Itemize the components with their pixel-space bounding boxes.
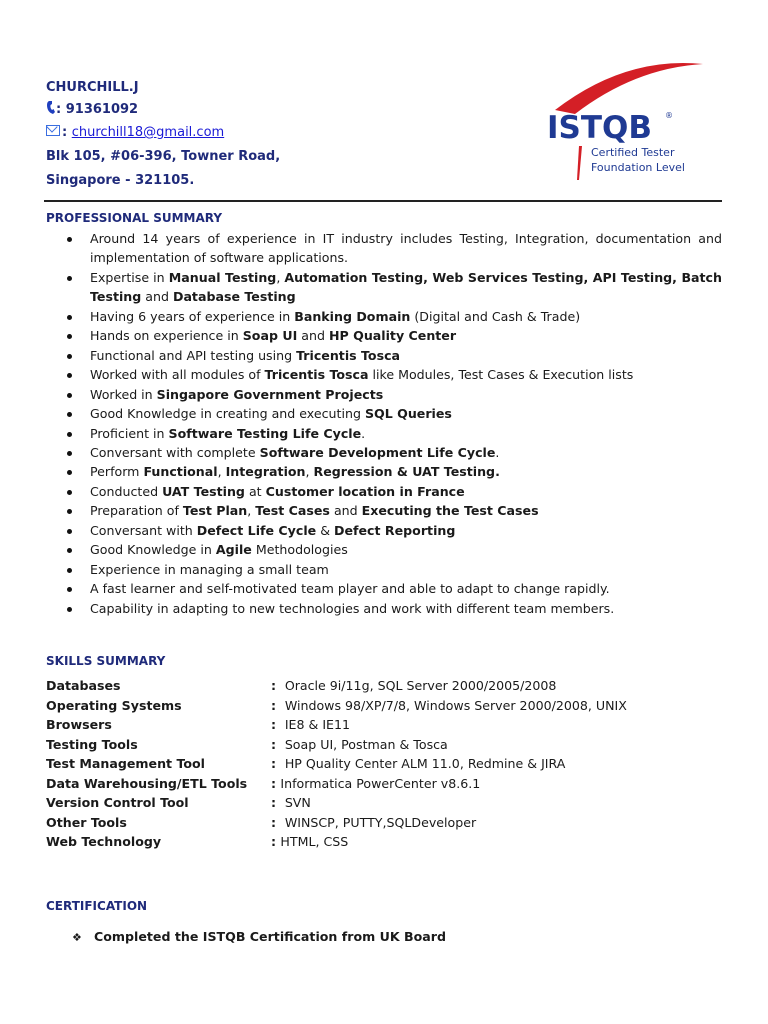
summary-item-text: and: [329, 503, 362, 519]
skills-table: [46, 678, 627, 854]
summary-item: [46, 579, 722, 598]
summary-item-bold-text: Automation Testing, Web Services Testing, API Testing, Batch Testing: [90, 269, 722, 305]
skills-row: [46, 717, 627, 737]
summary-item: [46, 599, 722, 618]
summary-item-text: Perform: [90, 464, 144, 480]
summary-item-text: Around 14 years of experience in IT industry includes Testing, Integration, documentation and implementation of software applications.: [90, 231, 722, 266]
summary-item-text: Preparation of: [90, 503, 183, 519]
istqb-logo: [515, 58, 725, 186]
candidate-name: CHURCHILL.J: [46, 80, 139, 95]
summary-item-bold-text: Customer location in France: [265, 483, 465, 499]
summary-item-bold-text: Software Development Life Cycle: [259, 444, 496, 460]
summary-item-text: A fast learner and self-motivated team player and able to adapt to change rapidly.: [90, 581, 610, 597]
skills-row: [46, 737, 627, 757]
skill-value: [271, 834, 627, 854]
summary-item-text: Proficient in: [90, 425, 169, 441]
skills-row: [46, 756, 627, 776]
skills-row: [46, 698, 627, 718]
professional-summary-title: PROFESSIONAL SUMMARY: [46, 211, 223, 225]
summary-item-bold-text: Defect Life Cycle: [196, 522, 317, 538]
summary-item-bold-text: Manual Testing: [168, 269, 277, 285]
summary-item-text: .: [495, 444, 500, 460]
summary-item: [46, 443, 722, 462]
logo-text: ISTQB: [547, 110, 652, 146]
summary-item-bold-text: Test Plan: [182, 503, 248, 519]
summary-item-bold-text: Tricentis Tosca: [264, 367, 369, 383]
skill-separator: :: [271, 736, 285, 752]
summary-item: [46, 501, 722, 520]
certification-text: Completed the ISTQB Certification from UK Board: [94, 929, 446, 944]
summary-item: [46, 462, 722, 481]
skill-separator: :: [271, 678, 285, 693]
summary-item-bold-text: UAT Testing: [162, 483, 245, 499]
skills-summary-title: SKILLS SUMMARY: [46, 654, 166, 668]
summary-item: [46, 346, 722, 365]
skill-separator: :: [271, 697, 285, 713]
summary-item-text: Worked with all modules of: [90, 367, 265, 383]
skill-value: [271, 717, 627, 737]
skill-value: [271, 815, 627, 835]
summary-item-text: Conversant with complete: [90, 444, 260, 460]
email-link[interactable]: churchill18@gmail.com: [71, 125, 225, 140]
summary-item-text: Having 6 years of experience in: [90, 308, 295, 324]
phone-number: : 91361092: [56, 102, 139, 117]
skill-separator: :: [271, 814, 285, 830]
summary-item-bold-text: Database Testing: [172, 289, 296, 305]
summary-item-bold-text: Soap UI: [242, 328, 298, 344]
skill-category: Browsers: [46, 717, 112, 732]
summary-item-text: &: [316, 522, 335, 538]
summary-item-text: Functional and API testing using: [90, 347, 297, 363]
summary-item-text: like Modules, Test Cases & Execution lists: [368, 367, 634, 383]
skill-value: [271, 756, 627, 776]
phone-icon: [46, 101, 56, 113]
skills-row: [46, 795, 627, 815]
logo-line-1: Certified Tester: [591, 146, 675, 159]
skill-category: Databases: [46, 678, 121, 693]
skills-row: [46, 834, 627, 854]
skill-value: [271, 698, 627, 718]
summary-item: [46, 307, 722, 326]
certification-item: [72, 929, 446, 944]
skill-value: [271, 776, 627, 796]
summary-item-text: at: [244, 483, 266, 499]
skill-category: Operating Systems: [46, 697, 182, 713]
professional-summary-list: [46, 229, 722, 618]
summary-item-text: Good Knowledge in creating and executing: [90, 406, 365, 422]
summary-item-bold-text: Executing the Test Cases: [361, 503, 539, 519]
summary-item-text: and: [297, 328, 329, 344]
skill-value-text: HTML, CSS: [280, 834, 349, 849]
summary-item-text: ,: [217, 464, 226, 480]
logo-reg-mark: ®: [665, 111, 673, 120]
skill-value-text: WINSCP, PUTTY,SQLDeveloper: [284, 814, 477, 830]
skills-row: [46, 776, 627, 796]
summary-item-text: Conversant with: [90, 522, 197, 538]
summary-item-bold-text: SQL Queries: [364, 406, 452, 422]
summary-item-text: Expertise in: [90, 269, 169, 285]
summary-item-bold-text: Functional: [143, 464, 218, 480]
summary-item-text: .: [361, 425, 366, 441]
skill-value-text: Soap UI, Postman & Tosca: [284, 736, 448, 752]
envelope-icon: [46, 125, 60, 136]
summary-item-text: Methodologies: [251, 542, 348, 558]
address-line-2: Singapore - 321105.: [46, 173, 195, 188]
summary-item-text: and: [141, 289, 173, 305]
skill-category: Testing Tools: [46, 736, 138, 752]
summary-item-text: ,: [276, 269, 285, 285]
summary-item-text: ,: [305, 464, 314, 480]
skill-value-text: Windows 98/XP/7/8, Windows Server 2000/2008, UNIX: [284, 697, 627, 713]
summary-item-text: Experience in managing a small team: [90, 561, 329, 577]
diamond-bullet-icon: ❖: [72, 931, 82, 944]
skill-value: [271, 795, 627, 815]
summary-item-bold-text: Singapore Government Projects: [156, 386, 384, 402]
skill-value-text: Oracle 9i/11g, SQL Server 2000/2005/2008: [284, 678, 557, 693]
certification-title: CERTIFICATION: [46, 899, 148, 913]
summary-item-text: (Digital and Cash & Trade): [410, 308, 581, 324]
skill-separator: :: [271, 834, 281, 849]
summary-item: [46, 521, 722, 540]
summary-item: [46, 482, 722, 501]
email-prefix: :: [62, 125, 68, 140]
skill-value-text: HP Quality Center ALM 11.0, Redmine & JIRA: [284, 756, 566, 771]
skill-value: [271, 678, 627, 698]
summary-item-bold-text: Tricentis Tosca: [296, 347, 401, 363]
skills-row: [46, 678, 627, 698]
logo-line-2: Foundation Level: [591, 161, 685, 174]
skills-row: [46, 815, 627, 835]
summary-item: [46, 268, 722, 307]
summary-item-bold-text: Defect Reporting: [334, 522, 456, 538]
summary-item-bold-text: Banking Domain: [294, 308, 411, 324]
skill-separator: :: [271, 775, 281, 791]
skill-category: Version Control Tool: [46, 795, 189, 810]
summary-item-bold-text: HP Quality Center: [328, 328, 457, 344]
skill-separator: :: [271, 795, 285, 810]
skill-value-text: Informatica PowerCenter v8.6.1: [280, 775, 481, 791]
skill-value-text: IE8 & IE11: [284, 717, 351, 732]
summary-item-bold-text: Regression & UAT Testing.: [313, 464, 500, 480]
skill-category: Data Warehousing/ETL Tools: [46, 775, 248, 791]
skill-separator: :: [271, 756, 285, 771]
summary-item: [46, 326, 722, 345]
summary-item-bold-text: Integration: [225, 464, 306, 480]
skill-category: Test Management Tool: [46, 756, 205, 771]
summary-item-text: Hands on experience in: [90, 328, 243, 344]
skill-separator: :: [271, 717, 285, 732]
summary-item: [46, 424, 722, 443]
header-divider: [44, 200, 722, 202]
summary-item: [46, 385, 722, 404]
skill-category: Other Tools: [46, 814, 127, 830]
skill-value-text: SVN: [284, 795, 311, 810]
summary-item-bold-text: Agile: [215, 542, 252, 558]
summary-item-text: Capability in adapting to new technologies and work with different team members.: [90, 600, 615, 616]
summary-item-text: Good Knowledge in: [90, 542, 216, 558]
summary-item-bold-text: Software Testing Life Cycle: [168, 425, 362, 441]
email-line: [46, 125, 224, 140]
phone-line: [46, 101, 138, 117]
summary-item: [46, 560, 722, 579]
summary-item-text: Worked in: [90, 386, 157, 402]
summary-item-text: Conducted: [90, 483, 163, 499]
summary-item-text: ,: [247, 503, 256, 519]
address-line-1: Blk 105, #06-396, Towner Road,: [46, 149, 281, 164]
summary-item-bold-text: Test Cases: [255, 503, 330, 519]
summary-item: [46, 229, 722, 268]
summary-item: [46, 540, 722, 559]
summary-item: [46, 404, 722, 423]
summary-item: [46, 365, 722, 384]
skill-value: [271, 737, 627, 757]
skill-category: Web Technology: [46, 834, 162, 849]
